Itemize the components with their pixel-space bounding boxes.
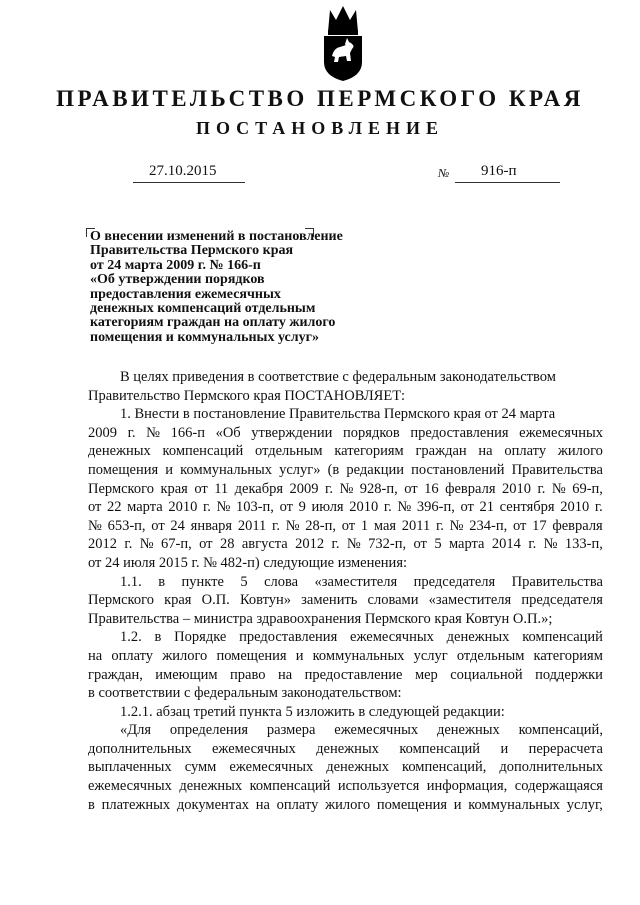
subject-line: О внесении изменений в постановление (90, 229, 343, 244)
body-line: ежемесячных денежных компенсаций используется информация, содержащаяся (88, 778, 603, 795)
body-line: № 653-п, от 24 января 2011 г. № 28-п, от 1 мая 2011 г. № 234-п, от 17 февраля (88, 517, 603, 534)
subject-line: предоставления ежемесячных (90, 286, 281, 302)
body-line: 1. Внести в постановление Правительства Пермского края от 24 марта (120, 406, 556, 423)
body-line: в платежных документах на оплату жилого помещения и коммунальных услуг, (88, 796, 603, 813)
subject-line: помещения и коммунальных услуг» (90, 329, 319, 345)
body-line: денежных компенсаций отдельным категориям граждан на оплату жилого (88, 443, 603, 460)
body-line: В целях приведения в соответствие с федеральным законодательством (120, 369, 556, 385)
coat-of-arms-emblem (319, 4, 367, 82)
document-date: 27.10.2015 (149, 163, 217, 179)
document-type-title: ПОСТАНОВЛЕНИЕ (195, 118, 445, 138)
body-line: Пермского края О.П. Ковтун» заменить словами «заместителя председателя (88, 592, 603, 609)
body-line: в соответствии с федеральным законодательством: (88, 685, 402, 702)
number-sign: № (438, 166, 450, 180)
body-line: от 22 марта 2010 г. № 103-п, от 9 июля 2010 г. № 396-п, от 21 сентября 2010 г. (88, 499, 603, 516)
body-line: Пермского края от 11 декабря 2009 г. № 928-п, от 16 февраля 2010 г. № 69-п, (88, 480, 603, 497)
subject-line: Правительства Пермского края (90, 243, 294, 259)
subject-line: «Об утверждении порядков (90, 272, 265, 288)
body-line: «Для определения размера ежемесячных денежных компенсаций, (120, 722, 603, 739)
body-line: Правительство Пермского края ПОСТАНОВЛЯЕТ: (88, 387, 406, 404)
body-line: на оплату жилого помещения и коммунальных услуг отдельным категориям (88, 647, 603, 664)
body-line: от 24 июля 2015 г. № 482-п) следующие изменения: (88, 554, 408, 571)
body-line: граждан, имеющим право на предоставление мер социальной поддержки (88, 666, 603, 683)
body-line: 1.2.1. абзац третий пункта 5 изложить в следующей редакции: (120, 703, 505, 720)
subject-line: категориям граждан на оплату жилого (90, 315, 336, 331)
body-line: 1.2. в Порядке предоставления ежемесячных денежных компенсаций (120, 629, 603, 646)
document-body (88, 368, 603, 814)
subject-block (90, 230, 410, 345)
subject-line: от 24 марта 2009 г. № 166-п (90, 257, 261, 273)
document-number: 916-п (481, 163, 517, 179)
body-line: 2012 г. № 67-п, от 28 августа 2012 г. № 732-п, от 5 марта 2014 г. № 133-п, (88, 536, 603, 553)
subject-line: денежных компенсаций отдельным (90, 301, 316, 317)
body-line: выплаченных сумм ежемесячных денежных компенсаций, дополнительных (88, 759, 603, 776)
body-line: Правительства – министра здравоохранения Пермского края Ковтун О.П.»; (88, 610, 553, 627)
body-line: 2009 г. № 166-п «Об утверждении порядков предоставления ежемесячных (88, 424, 603, 441)
body-line: 1.1. в пункте 5 слова «заместителя председателя Правительства (120, 573, 603, 590)
government-title: ПРАВИТЕЛЬСТВО ПЕРМСКОГО КРАЯ (56, 86, 584, 111)
body-line: помещения и коммунальных услуг» (в редакции постановлений Правительства (88, 461, 603, 478)
body-line: дополнительных ежемесячных денежных компенсаций и перерасчета (88, 740, 603, 757)
